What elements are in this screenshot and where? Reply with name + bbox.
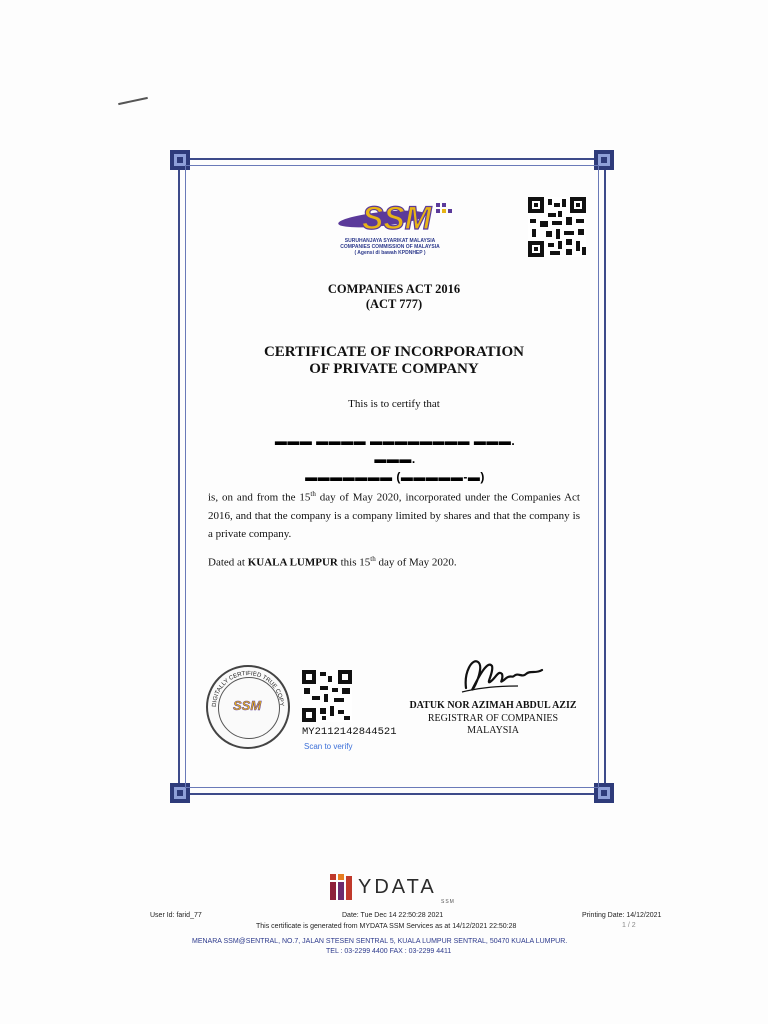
scan-to-verify-link[interactable]: Scan to verify — [304, 742, 353, 751]
office-address: MENARA SSM@SENTRAL, NO.7, JALAN STESEN SENTRAL 5, KUALA LUMPUR SENTRAL, 50470 KUALA LUMPUR. — [192, 938, 568, 945]
dated-place: KUALA LUMPUR — [247, 556, 338, 569]
svg-text:SSM: SSM — [362, 200, 432, 236]
mydata-ssm-caption: SSM — [441, 899, 455, 905]
generated-notice: This certificate is generated from MYDATA SSM Services as at 14/12/2021 22:50:28 — [256, 923, 517, 930]
verify-qr-code-icon[interactable] — [302, 670, 352, 722]
registrar-signature — [458, 652, 548, 696]
dated-post: day of May 2020. — [375, 556, 457, 569]
registrar-country: MALAYSIA — [467, 725, 519, 736]
corner-ornament — [594, 783, 614, 803]
stamp-ssm-logo — [232, 697, 264, 713]
registrar-title-block — [388, 713, 598, 737]
agency-name: SURUHANJAYA SYARIKAT MALAYSIA — [344, 238, 436, 244]
mydata-wordmark: YDATA — [358, 876, 437, 898]
body-sup: th — [310, 490, 316, 498]
act-line-1: COMPANIES ACT 2016 — [327, 282, 461, 296]
printing-date: Printing Date: 14/12/2021 — [582, 912, 662, 919]
stamp-ring-text — [208, 667, 288, 747]
certificate-body — [208, 485, 580, 543]
company-name-line-1: ▬▬▬ ▬▬▬▬ ▬▬▬▬▬▬▬▬ ▬▬▬. ▬▬▬. — [274, 434, 516, 466]
certify-line: This is to certify that — [348, 398, 440, 410]
body-pre: is, on and from the 15 — [208, 491, 311, 504]
pen-mark — [118, 97, 148, 105]
generated-date: Date: Tue Dec 14 22:50:28 2021 — [342, 912, 444, 919]
dated-sup: th — [370, 555, 376, 563]
certified-stamp — [206, 665, 290, 749]
qr-code-icon — [528, 197, 586, 257]
user-id: User Id: farid_77 — [150, 912, 202, 919]
act-line-2: (ACT 777) — [365, 297, 423, 311]
redacted-company-name — [256, 432, 534, 486]
verification-code: MY2112142844521 — [302, 726, 397, 738]
ssm-logo — [338, 189, 463, 267]
corner-ornament — [594, 150, 614, 170]
office-contact: TEL : 03-2299 4400 FAX : 03-2299 4411 — [326, 948, 452, 955]
svg-text:SSM: SSM — [233, 698, 262, 713]
svg-text:DIGITALLY CERTIFIED TRUE COPY — [212, 671, 284, 707]
corner-ornament — [170, 783, 190, 803]
agency-caption — [330, 238, 450, 256]
stamp-text: DIGITALLY CERTIFIED TRUE COPY — [211, 670, 285, 708]
title-line-2: OF PRIVATE COMPANY — [309, 361, 479, 377]
registrar-name: DATUK NOR AZIMAH ABDUL AZIZ — [409, 700, 577, 711]
body-post: day of May 2020, incorporated under the Companies Act 2016, and that the company is a company limited by shares and that the company is a private company. — [208, 491, 580, 540]
dated-mid: this 15 — [337, 556, 371, 569]
agency-note: ( Agensi di bawah KPDNHEP ) — [354, 250, 426, 256]
dated-pre: Dated at — [208, 556, 248, 569]
company-name-line-2: ▬▬▬▬▬▬▬ (▬▬▬▬▬-▬) — [305, 470, 485, 484]
page-number: 1 / 2 — [622, 922, 636, 929]
dated-line — [208, 555, 580, 569]
corner-ornament — [170, 150, 190, 170]
title-line-1: CERTIFICATE OF INCORPORATION — [263, 344, 525, 360]
certificate-frame — [178, 158, 606, 795]
certificate-title — [180, 344, 608, 378]
agency-name-en: COMPANIES COMMISSION OF MALAYSIA — [340, 244, 440, 250]
act-heading — [180, 282, 608, 312]
registrar-title: REGISTRAR OF COMPANIES — [427, 713, 559, 724]
